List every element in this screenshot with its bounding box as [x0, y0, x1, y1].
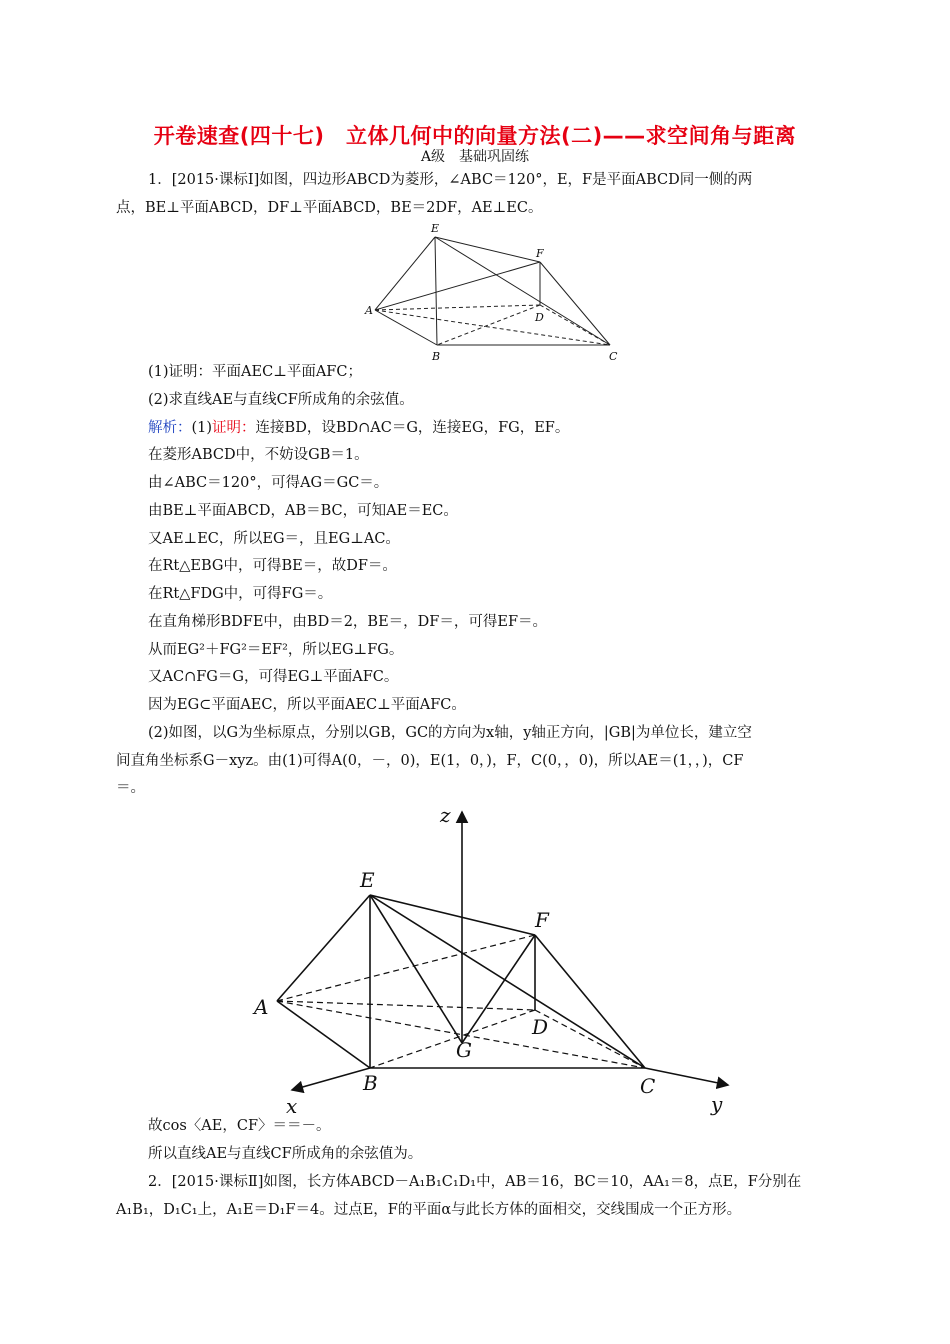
fig2-label-x: x	[286, 1094, 298, 1118]
fig2-label-z: z	[440, 803, 451, 827]
solution-conclusion: 所以直线AE与直线CF所成角的余弦值为。	[148, 1146, 423, 1162]
fig1-label-C: C	[609, 350, 618, 363]
fig2-label-y: y	[711, 1092, 723, 1116]
fig1-label-B: B	[432, 350, 441, 363]
problem1-text-line1: 1．[2015·课标Ⅰ]如图，四边形ABCD为菱形，∠ABC＝120°，E，F是平面ABCD同一侧的两	[148, 172, 753, 188]
problem1-text-line2: 点，BE⊥平面ABCD，DF⊥平面ABCD，BE＝2DF，AE⊥EC。	[116, 200, 543, 216]
fig1-label-D: D	[535, 311, 544, 324]
fig2-label-B: B	[363, 1071, 378, 1095]
solution-cosine-line: 故cos〈AE，CF〉＝＝－。	[148, 1118, 331, 1134]
solution-part2-line2: 间直角坐标系G－xyz。由(1)可得A(0，－，0)，E(1，0，)，F，C(0，，0)，所以AE＝(1，，)，CF	[116, 753, 744, 769]
solution-line: 又AC∩FG＝G，可得EG⊥平面AFC。	[148, 669, 399, 685]
solution-line: 由BE⊥平面ABCD，AB＝BC，可知AE＝EC。	[148, 503, 458, 519]
solution-heading	[148, 418, 878, 438]
solution-part2-line3: ＝。	[116, 780, 145, 796]
fig1-label-E: E	[431, 222, 440, 235]
solution-part2-line1: (2)如图，以G为坐标原点，分别以GB，GC的方向为x轴，y轴正方向，|GB|为单位长，建立空	[148, 725, 752, 741]
fig2-label-G: G	[456, 1038, 472, 1062]
problem2-text-line1: 2．[2015·课标Ⅱ]如图，长方体ABCD－A₁B₁C₁D₁中，AB＝16，BC＝10，AA₁＝8，点E，F分别在	[148, 1174, 802, 1190]
solution-heading-text: 连接BD，设BD∩AC＝G，连接EG，FG，EF。	[255, 420, 570, 436]
solution-label: 解析：	[148, 420, 192, 436]
fig2-label-A: A	[254, 995, 269, 1019]
solution-line: 由∠ABC＝120°，可得AG＝GC＝。	[148, 475, 389, 491]
solution-line: 在Rt△EBG中，可得BE＝，故DF＝。	[148, 558, 397, 574]
page-subtitle: A级 基础巩固练	[420, 149, 530, 165]
problem1-question2: (2)求直线AE与直线CF所成角的余弦值。	[148, 392, 414, 408]
solution-part-number: (1)	[191, 420, 213, 436]
solution-line: 在直角梯形BDFE中，由BD＝2，BE＝，DF＝，可得EF＝。	[148, 614, 548, 630]
fig1-label-A: A	[365, 304, 373, 317]
problem2-text-line2: A₁B₁，D₁C₁上，A₁E＝D₁F＝4。过点E，F的平面α与此长方体的面相交，交线围成一个正方形。	[116, 1202, 742, 1218]
solution-line: 因为EG⊂平面AEC，所以平面AEC⊥平面AFC。	[148, 697, 466, 713]
solution-line: 在菱形ABCD中，不妨设GB＝1。	[148, 447, 369, 463]
figure-rhombus-small	[355, 220, 625, 370]
fig2-label-F: F	[535, 908, 549, 932]
page-title: 开卷速查(四十七) 立体几何中的向量方法(二)——求空间角与距离	[153, 124, 797, 148]
proof-label: 证明：	[212, 420, 256, 436]
fig2-label-C: C	[640, 1074, 656, 1098]
problem1-question1: (1)证明：平面AEC⊥平面AFC；	[148, 364, 362, 380]
fig1-label-F: F	[536, 247, 544, 260]
solution-line: 在Rt△FDG中，可得FG＝。	[148, 586, 333, 602]
solution-line: 又AE⊥EC，所以EG＝，且EG⊥AC。	[148, 531, 400, 547]
fig2-label-E: E	[360, 868, 375, 892]
solution-line: 从而EG²＋FG²＝EF²，所以EG⊥FG。	[148, 642, 404, 658]
fig2-label-D: D	[532, 1015, 549, 1039]
figure-coordinate-system	[240, 800, 740, 1125]
